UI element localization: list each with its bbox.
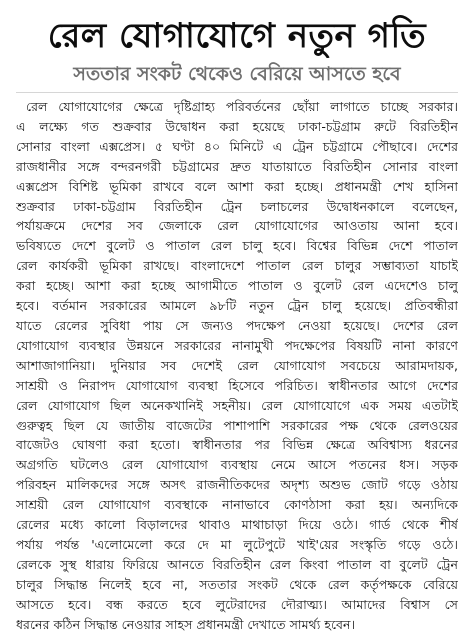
article-line: অগ্রগতি ঘটলেও রেল যোগাযোগ ব্যবস্থায় নেমে আসে পতনের ধস। সড়ক xyxy=(16,457,458,473)
article-line: শুক্রবার ঢাকা-চট্টগ্রাম বিরতিহীন ট্রেন চলাচলের উদ্বোধনকালে বলেছেন, xyxy=(16,198,458,214)
article-line: করা হচ্ছে। আশা করা হচ্ছে আগামীতে পাতাল ও বুলেট রেল এদেশেও চালু xyxy=(16,278,458,294)
article-line: যোগাযোগ ব্যবস্থার উন্নয়নে সরকারের নানামুখী পদক্ষেপের বিষয়টি নানা কারণে xyxy=(16,337,458,353)
article-line: রেলকে সুস্থ ধারায় ফিরিয়ে আনতে বিরতিহীন রেল কিংবা পাতাল বা বুলেট ট্রেন xyxy=(16,556,458,572)
article-line: রাজধানীর সঙ্গে বন্দরনগরী চট্টগ্রামের দ্রুত যাতায়াতে বিরতিহীন সোনার বাংলা xyxy=(16,158,458,174)
article-line: রেলের মধ্যে কালো বিড়ালদের থাবাও মাথাচাড়া দিয়ে ওঠে। গার্ড থেকে শীর্ষ xyxy=(16,517,458,533)
article-line: সাশ্রয়ী রেল যোগাযোগ ব্যবস্থাকে নানাভাবে কোণঠাসা করা হয়। অন্যদিকে xyxy=(16,497,458,513)
header-divider xyxy=(16,92,458,93)
article-line: ধরনের কঠিন সিদ্ধান্ত নেওয়ার সাহস প্রধানমন্ত্রী দেখাতে সামর্থ্য হবেন। xyxy=(16,616,356,632)
article-line: রেল যোগাযোগের ক্ষেত্রে দৃষ্টিগ্রাহ্য পরিবর্তনের ছোঁয়া লাগাতে চাচ্ছে সরকার। xyxy=(26,99,458,114)
article-line: আসতে হবে। বন্ধ করতে হবে লুটেরাদের দৌরাত্ম্য। আমাদের বিশ্বাস সে xyxy=(16,596,458,612)
article-body xyxy=(16,97,458,634)
article-line: ভবিষ্যতে দেশে বুলেট ও পাতাল রেল চালু হবে। বিশ্বের বিভিন্ন দেশে পাতাল xyxy=(16,238,458,254)
article-line: হবে। বর্তমান সরকারের আমলে ৯৮টি নতুন ট্রেন চালু হয়েছে। প্রতিবন্ধীরা xyxy=(16,298,458,314)
article-line: আশাজাগানিয়া। দুনিয়ার সব দেশেই রেল যোগাযোগ সবচেয়ে আরামদায়ক, xyxy=(16,357,458,373)
article-line: বাজেটও ঘোষণা করা হতো। স্বাধীনতার পর বিভিন্ন ক্ষেত্রে অবিশ্বাস্য ধরনের xyxy=(16,437,458,453)
article-line: রেল কার্যকরী ভূমিকা রাখছে। বাংলাদেশে পাতাল রেল চালুর সম্ভাব্যতা যাচাই xyxy=(16,258,458,274)
article-line: যাতে রেলের সুবিধা পায় সে জন্যও পদক্ষেপ নেওয়া হয়েছে। দেশের রেল xyxy=(16,317,458,333)
article-line: পর্যায়ক্রমে দেশের সব জেলাকে রেল যোগাযোগের আওতায় আনা হবে। xyxy=(16,218,458,234)
article-line: সোনার বাংলা এক্সপ্রেস। ৫ ঘণ্টা ৪০ মিনিটে এ ট্রেন চট্টগ্রামে পৌছাবে। দেশের xyxy=(16,138,458,154)
article-line: রেল যোগাযোগ ছিল অনেকখানিই সহনীয়। রেল যোগাযোগে এক সময় এতটাই xyxy=(16,397,458,413)
article-line: পরিবহন মালিকদের সঙ্গে অসৎ রাজনীতিকদের অদৃশ্য অশুভ জোট গড়ে ওঠায় xyxy=(16,477,458,493)
article-subheadline: সততার সংকট থেকেও বেরিয়ে আসতে হবে xyxy=(73,63,401,85)
article-line: এ লক্ষ্যে গত শুক্রবার উদ্বোধন করা হয়েছে ঢাকা-চট্টগ্রাম রুটে বিরতিহীন xyxy=(16,118,458,134)
article-line: গুরুত্বহ ছিল যে জাতীয় বাজেটের পাশাপাশি সরকারের পক্ষ থেকে রেলওয়ের xyxy=(16,417,458,433)
article-line: চালুর সিদ্ধান্ত নিলেই হবে না, সততার সংকট থেকে রেল কর্তৃপক্ষকে বেরিয়ে xyxy=(16,576,458,592)
article-line: পর্যায় পর্যন্ত 'এলোমেলো করে দে মা লুটেপুটে খাই'য়ের সংস্কৃতি গড়ে ওঠে। xyxy=(16,536,458,552)
article-line: এক্সপ্রেস বিশিষ্ট ভূমিকা রাখবে বলে আশা করা হচ্ছে। প্রধানমন্ত্রী শেখ হাসিনা xyxy=(16,178,458,194)
article-headline: রেল যোগাযোগে নতুন গতি xyxy=(47,16,427,56)
article-line: সাশ্রয়ী ও নিরাপদ যোগাযোগ ব্যবস্থা হিসেবে পরিচিত। স্বাধীনতার আগে দেশের xyxy=(16,377,458,393)
